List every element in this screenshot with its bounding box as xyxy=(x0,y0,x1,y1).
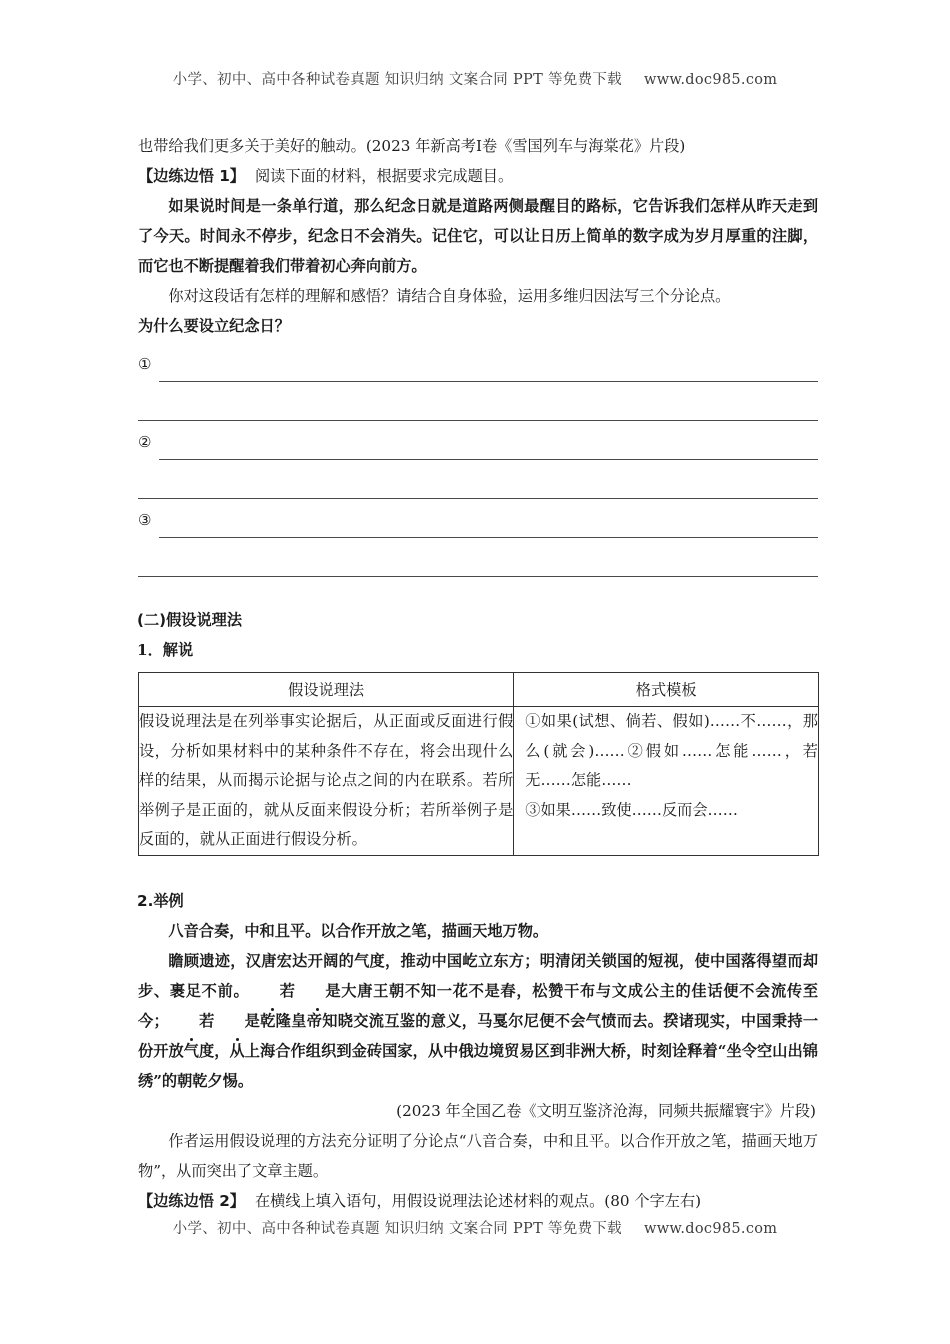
exercise-2-tag: 【边练边悟 2】 xyxy=(138,1191,245,1210)
running-footer-text: 小学、初中、高中各种试卷真题 知识归纳 文案合同 PPT 等免费下载 xyxy=(172,1221,622,1237)
subsection-heading-1: 1．解说 xyxy=(137,641,194,659)
example-text-part-3: 乾隆皇帝知晓交流互鉴的意义，马戛尔尼便不会气愤而去。揆诸现实，中国秉持一份开放气度，从上海合作组织到金砖国家，从中俄边境贸易区到非洲大桥，时刻诠释着“坐令空山出锦绣”的朝乾夕惕。 xyxy=(138,1011,819,1090)
running-footer xyxy=(0,1217,950,1238)
table-row xyxy=(139,707,819,856)
exercise-1-instruction: 阅读下面的材料，根据要求完成题目。 xyxy=(254,167,514,185)
running-header-text: 小学、初中、高中各种试卷真题 知识归纳 文案合同 PPT 等免费下载 xyxy=(172,72,622,88)
blank-rule[interactable] xyxy=(159,459,818,460)
exercise-1-tag: 【边练边悟 1】 xyxy=(138,167,245,185)
answer-blank-row[interactable] xyxy=(138,388,818,427)
emphasis-char: 是 xyxy=(295,976,341,1006)
method-table xyxy=(138,672,819,856)
blank-rule[interactable] xyxy=(138,576,818,577)
carryover-line: 也带给我们更多关于美好的触动。(2023 年新高考Ⅰ卷《雪国列车与海棠花》片段) xyxy=(138,137,686,155)
example-text-part-1: 瞻顾遗迹，汉唐宏达开阔的气度，推动中国屹立东方；明清闭关锁国的短视，使中国落得望而却步、裹足不前。 xyxy=(138,951,818,1000)
answer-blank-row[interactable] xyxy=(138,466,818,505)
blank-marker: ② xyxy=(138,433,152,451)
exercise-1-heading xyxy=(138,161,818,191)
question-prompt: 为什么要设立纪念日？ xyxy=(138,317,290,335)
answer-blank-row[interactable] xyxy=(138,349,818,388)
emphasis-char: 若 xyxy=(169,1006,215,1036)
material-paragraph: 如果说时间是一条单行道，那么纪念日就是道路两侧最醒目的路标，它告诉我们怎样从昨天走到了今天。时间永不停步，纪念日不会消失。记住它，可以让日历上简单的数字成为岁月厚重的注脚，而它也不断提醒着我们带着初心奔向前方。 xyxy=(138,197,818,275)
example-analysis: 作者运用假设说理的方法充分证明了分论点“八音合奏，中和且平。以合作开放之笔，描画天地万物”，从而突出了文章主题。 xyxy=(138,1131,818,1180)
subsection-heading-2: 2.举例 xyxy=(137,891,184,910)
example-text-part-2: 大唐王朝不知一花不是春，松赞干布与文成公主的佳话便不会流传至今； xyxy=(138,981,819,1030)
table-header-right: 格式模板 xyxy=(514,673,819,707)
section-heading: (二)假设说理法 xyxy=(137,611,243,629)
blank-rule[interactable] xyxy=(159,381,818,382)
blank-rule[interactable] xyxy=(138,420,818,421)
answer-blank-row[interactable] xyxy=(138,427,818,466)
running-header xyxy=(0,68,950,89)
table-header-left: 假设说理法 xyxy=(139,673,514,707)
answer-blank-row[interactable] xyxy=(138,505,818,544)
example-citation: (2023 年全国乙卷《文明互鉴济沧海，同频共振耀寰宇》片段) xyxy=(396,1101,816,1120)
example-line-1: 八音合奏，中和且平。以合作开放之笔，描画天地万物。 xyxy=(168,921,549,940)
blank-rule[interactable] xyxy=(138,498,818,499)
template-pattern-line: ③如果……致使……反而会…… xyxy=(525,800,738,819)
answer-blank-row[interactable] xyxy=(138,544,818,583)
example-paragraph xyxy=(138,946,818,1096)
answer-blank-area xyxy=(138,349,818,583)
blank-marker: ① xyxy=(138,355,152,373)
table-cell-template xyxy=(514,707,819,856)
running-footer-url: www.doc985.com xyxy=(643,1221,778,1237)
emphasis-char: 若 xyxy=(249,976,295,1006)
running-header-url: www.doc985.com xyxy=(643,72,778,88)
blank-rule[interactable] xyxy=(159,537,818,538)
emphasis-char: 是 xyxy=(214,1006,260,1036)
question-paragraph: 你对这段话有怎样的理解和感悟？请结合自身体验，运用多维归因法写三个分论点。 xyxy=(168,287,731,305)
exercise-2-heading xyxy=(138,1186,818,1216)
table-cell-definition: 假设说理法是在列举事实论据后，从正面或反面进行假设，分析如果材料中的某种条件不存在，将会出现什么样的结果，从而揭示论据与论点之间的内在联系。若所举例子是正面的，就从反面来假设分析；若所举例子是反面的，就从正面进行假设分析。 xyxy=(139,707,514,856)
template-pattern-line: ①如果(试想、倘若、假如)……不……，那么(就会)……②假如……怎能……，若无……怎能…… xyxy=(525,712,818,789)
table-header-row xyxy=(139,673,819,707)
document-content xyxy=(138,131,818,1216)
blank-marker: ③ xyxy=(138,511,152,529)
exercise-2-instruction: 在横线上填入语句，用假设说理法论述材料的观点。(80 个字左右) xyxy=(254,1191,702,1210)
